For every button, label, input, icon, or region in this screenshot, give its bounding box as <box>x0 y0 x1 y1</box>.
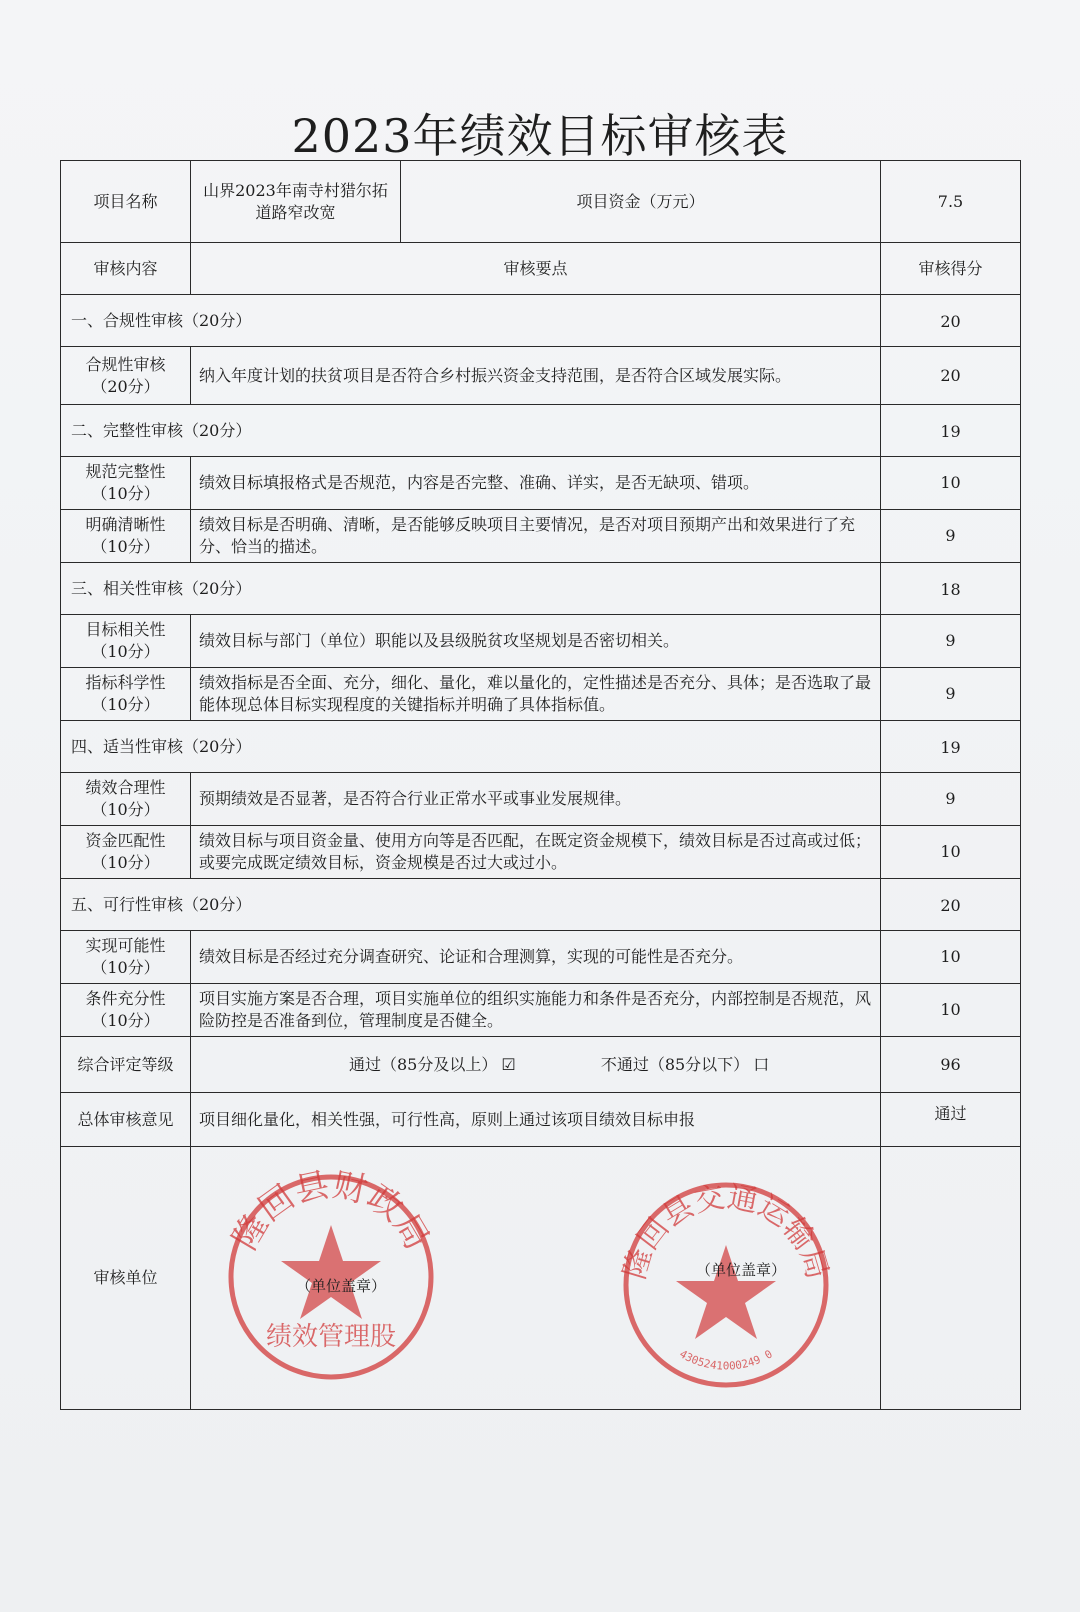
item-score: 9 <box>881 668 1021 721</box>
stamp-note-1: （单位盖章） <box>296 1277 387 1295</box>
item-name: 目标相关性 （10分） <box>61 615 191 668</box>
item-desc: 绩效指标是否全面、充分，细化、量化，难以量化的，定性描述是否充分、具体；是否选取了最能体现总体目标实现程度的关键指标并明确了具体指标值。 <box>191 668 881 721</box>
item-name: 明确清晰性 （10分） <box>61 510 191 563</box>
header-row <box>61 243 1021 295</box>
project-name-label: 项目名称 <box>61 161 191 243</box>
transport-bureau-stamp <box>616 1175 836 1395</box>
item-score: 9 <box>881 510 1021 563</box>
opinion-result: 通过 <box>881 1093 1021 1147</box>
item-name: 条件充分性 （10分） <box>61 984 191 1037</box>
section-title: 五、可行性审核（20分） <box>61 879 881 931</box>
stamp1-sub: 绩效管理股 <box>265 1322 397 1352</box>
item-name: 绩效合理性 （10分） <box>61 773 191 826</box>
section-score: 19 <box>881 405 1021 457</box>
item-score: 10 <box>881 984 1021 1037</box>
item-row <box>61 826 1021 879</box>
item-row <box>61 931 1021 984</box>
item-desc: 绩效目标与部门（单位）职能以及县级脱贫攻坚规划是否密切相关。 <box>191 615 881 668</box>
project-row <box>61 161 1021 243</box>
item-desc: 预期绩效是否显著，是否符合行业正常水平或事业发展规律。 <box>191 773 881 826</box>
section-row <box>61 879 1021 931</box>
section-title: 四、适当性审核（20分） <box>61 721 881 773</box>
content-label: 审核内容 <box>61 243 191 295</box>
item-row <box>61 510 1021 563</box>
stamps-area <box>191 1147 881 1410</box>
page-title: 2023年绩效目标审核表 <box>291 109 789 163</box>
units-row <box>61 1147 1021 1410</box>
item-score: 20 <box>881 347 1021 405</box>
section-row <box>61 721 1021 773</box>
item-name: 资金匹配性 （10分） <box>61 826 191 879</box>
stamp1-text: 隆回县财政局 <box>225 1167 437 1257</box>
score-label: 审核得分 <box>881 243 1021 295</box>
item-desc: 纳入年度计划的扶贫项目是否符合乡村振兴资金支持范围，是否符合区域发展实际。 <box>191 347 881 405</box>
stamp2-code: 4305241000249 0 <box>677 1347 775 1373</box>
section-score: 19 <box>881 721 1021 773</box>
section-score: 18 <box>881 563 1021 615</box>
review-table <box>60 160 1021 1410</box>
item-desc: 绩效目标填报格式是否规范，内容是否完整、准确、详实，是否无缺项、错项。 <box>191 457 881 510</box>
section-title: 三、相关性审核（20分） <box>61 563 881 615</box>
item-row <box>61 347 1021 405</box>
section-score: 20 <box>881 295 1021 347</box>
total-score: 96 <box>881 1037 1021 1093</box>
item-name: 规范完整性 （10分） <box>61 457 191 510</box>
item-desc: 绩效目标是否经过充分调查研究、论证和合理测算，实现的可能性是否充分。 <box>191 931 881 984</box>
item-name: 合规性审核 （20分） <box>61 347 191 405</box>
stamp2-text: 隆回县交通运输局 <box>617 1179 835 1284</box>
grade-label: 综合评定等级 <box>61 1037 191 1093</box>
section-title: 一、合规性审核（20分） <box>61 295 881 347</box>
units-empty-cell <box>881 1147 1021 1410</box>
item-row <box>61 984 1021 1037</box>
section-row <box>61 563 1021 615</box>
project-name-value: 山界2023年南寺村猎尔拓道路窄改宽 <box>191 161 401 243</box>
fund-value: 7.5 <box>881 161 1021 243</box>
svg-text:4305241000249 0 <box>677 1347 774 1372</box>
units-label: 审核单位 <box>61 1147 191 1410</box>
item-row <box>61 457 1021 510</box>
item-desc: 绩效目标与项目资金量、使用方向等是否匹配，在既定资金规模下，绩效目标是否过高或过低；或要完成既定绩效目标，资金规模是否过大或过小。 <box>191 826 881 879</box>
item-row <box>61 773 1021 826</box>
section-row <box>61 295 1021 347</box>
item-name: 指标科学性 （10分） <box>61 668 191 721</box>
grade-options <box>191 1037 881 1093</box>
checked-box-icon: ☑ <box>501 1054 516 1074</box>
points-label: 审核要点 <box>191 243 881 295</box>
pass-option: 通过（85分及以上） ☑ <box>349 1054 516 1074</box>
item-score: 10 <box>881 457 1021 510</box>
section-title: 二、完整性审核（20分） <box>61 405 881 457</box>
item-score: 9 <box>881 615 1021 668</box>
fail-option: 不通过（85分以下） 口 <box>600 1054 770 1074</box>
item-row <box>61 615 1021 668</box>
grade-row <box>61 1037 1021 1093</box>
opinion-row <box>61 1093 1021 1147</box>
opinion-label: 总体审核意见 <box>61 1093 191 1147</box>
item-desc: 绩效目标是否明确、清晰，是否能够反映项目主要情况，是否对项目预期产出和效果进行了充分、恰当的描述。 <box>191 510 881 563</box>
item-desc: 项目实施方案是否合理，项目实施单位的组织实施能力和条件是否充分，内部控制是否规范，风险防控是否准备到位，管理制度是否健全。 <box>191 984 881 1037</box>
fund-label: 项目资金（万元） <box>401 161 881 243</box>
opinion-text: 项目细化量化，相关性强，可行性高，原则上通过该项目绩效目标申报 <box>191 1093 881 1147</box>
item-row <box>61 668 1021 721</box>
item-score: 9 <box>881 773 1021 826</box>
item-score: 10 <box>881 931 1021 984</box>
item-name: 实现可能性 （10分） <box>61 931 191 984</box>
stamp-note-2: （单位盖章） <box>696 1261 787 1279</box>
section-score: 20 <box>881 879 1021 931</box>
unchecked-box-icon: 口 <box>753 1054 770 1074</box>
item-score: 10 <box>881 826 1021 879</box>
section-row <box>61 405 1021 457</box>
